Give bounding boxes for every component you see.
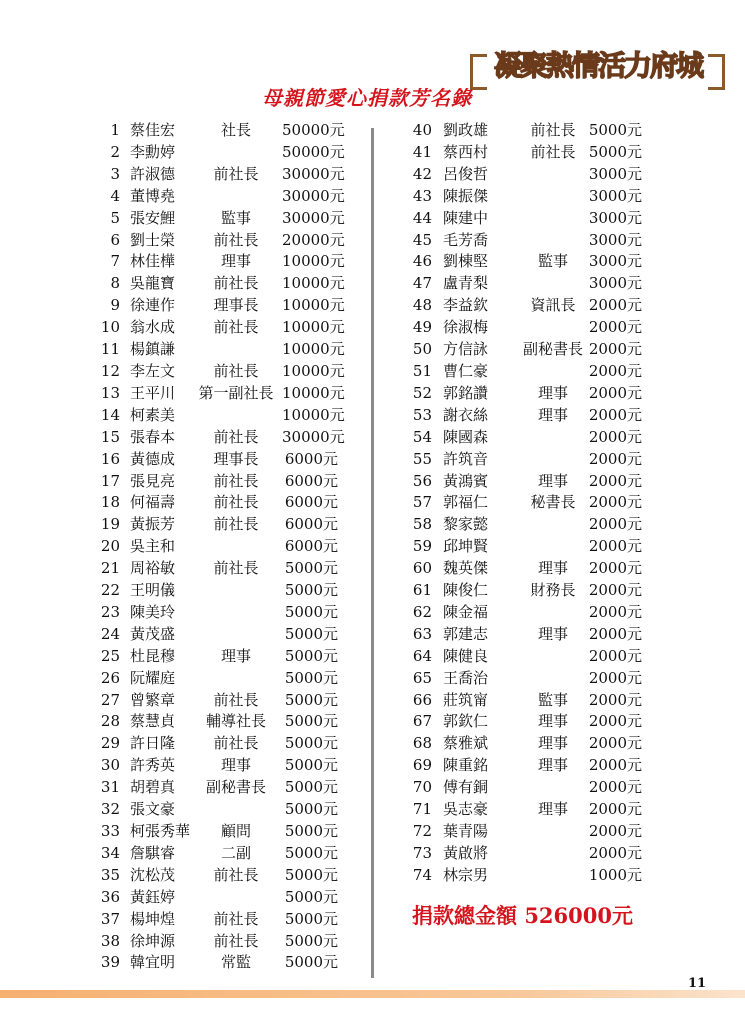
donor-number: 61 bbox=[412, 581, 432, 600]
donor-number: 47 bbox=[412, 274, 432, 293]
column-divider bbox=[371, 128, 374, 978]
donor-amount: 5000元 bbox=[284, 822, 338, 840]
donor-name: 黎家懿 bbox=[443, 515, 489, 534]
donor-amount: 1000元 bbox=[588, 865, 642, 884]
donor-title: 副秘書長 bbox=[205, 778, 266, 797]
donor-name: 楊坤煌 bbox=[130, 909, 176, 928]
donor-name: 韓宜明 bbox=[130, 953, 176, 972]
donor-name: 吳主和 bbox=[130, 537, 176, 556]
donor-amount: 3000元 bbox=[588, 274, 642, 293]
donor-name: 林佳樺 bbox=[130, 252, 176, 271]
donor-name: 蔡慧貞 bbox=[130, 712, 176, 731]
donor-amount: 2000元 bbox=[588, 690, 642, 709]
logo-right-bracket bbox=[708, 54, 725, 90]
donor-number: 54 bbox=[412, 427, 432, 446]
donor-number: 65 bbox=[412, 668, 432, 687]
donor-amount: 5000元 bbox=[284, 756, 338, 775]
donor-number: 8 bbox=[110, 274, 120, 293]
donor-title: 監事 bbox=[537, 690, 568, 709]
donor-amount: 2000元 bbox=[588, 427, 642, 446]
donor-number: 23 bbox=[100, 602, 120, 621]
donor-amount: 6000元 bbox=[284, 471, 338, 490]
donor-number: 40 bbox=[412, 121, 432, 139]
donor-amount: 5000元 bbox=[284, 909, 338, 928]
donor-name: 李左文 bbox=[130, 361, 176, 380]
donor-name: 吳志豪 bbox=[443, 800, 489, 819]
donor-number: 21 bbox=[100, 559, 120, 578]
donor-amount: 2000元 bbox=[588, 712, 642, 731]
donor-amount: 50000元 bbox=[282, 121, 345, 139]
donor-amount: 2000元 bbox=[588, 668, 642, 687]
donor-number: 68 bbox=[412, 734, 432, 753]
donor-number: 34 bbox=[100, 843, 120, 862]
donor-name: 沈松茂 bbox=[130, 865, 176, 884]
donor-name: 陳美玲 bbox=[130, 602, 176, 621]
donor-number: 29 bbox=[100, 734, 120, 753]
donor-name: 許日隆 bbox=[130, 734, 176, 753]
donor-name: 胡碧真 bbox=[130, 778, 176, 797]
donor-title: 前社長 bbox=[213, 427, 259, 446]
donor-name: 陳國森 bbox=[443, 427, 489, 446]
donor-number: 62 bbox=[412, 602, 432, 621]
donor-amount: 10000元 bbox=[282, 340, 345, 359]
donor-name: 曹仁豪 bbox=[443, 361, 489, 380]
donor-number: 18 bbox=[100, 493, 120, 512]
donor-number: 72 bbox=[412, 822, 432, 840]
donor-title: 常監 bbox=[220, 953, 251, 972]
donor-number: 33 bbox=[100, 822, 120, 840]
district-logo bbox=[470, 44, 725, 90]
donor-title: 理事 bbox=[537, 383, 568, 402]
donor-title: 第一副社長 bbox=[198, 383, 274, 402]
donor-title: 前社長 bbox=[213, 515, 259, 534]
donor-number: 1 bbox=[110, 121, 120, 139]
donor-number: 66 bbox=[412, 690, 432, 709]
donor-number: 15 bbox=[100, 427, 120, 446]
total-label: 捐款總金額 bbox=[412, 903, 517, 928]
donor-name: 翁水成 bbox=[130, 318, 176, 337]
donor-name: 魏英傑 bbox=[443, 559, 489, 578]
donor-amount: 5000元 bbox=[284, 602, 338, 621]
donor-amount: 2000元 bbox=[588, 383, 642, 402]
donor-amount: 5000元 bbox=[284, 624, 338, 643]
donor-title: 前社長 bbox=[213, 734, 259, 753]
donor-amount: 10000元 bbox=[282, 318, 345, 337]
donor-number: 39 bbox=[100, 953, 120, 972]
donor-title: 前社長 bbox=[213, 230, 259, 249]
donor-number: 58 bbox=[412, 515, 432, 534]
donor-title: 前社長 bbox=[213, 909, 259, 928]
donor-name: 曾繁章 bbox=[130, 690, 176, 709]
donor-number: 27 bbox=[100, 690, 120, 709]
donor-number: 50 bbox=[412, 340, 432, 359]
donor-amount: 2000元 bbox=[588, 646, 642, 665]
donor-amount: 2000元 bbox=[588, 581, 642, 600]
donor-number: 42 bbox=[412, 164, 432, 183]
donor-name: 阮耀庭 bbox=[130, 668, 176, 687]
donor-name: 郭福仁 bbox=[443, 493, 489, 512]
donor-title: 前社長 bbox=[530, 142, 576, 161]
donor-name: 陳建中 bbox=[443, 208, 489, 227]
donor-amount: 3000元 bbox=[588, 230, 642, 249]
donor-number: 57 bbox=[412, 493, 432, 512]
donor-name: 陳重銘 bbox=[443, 756, 489, 775]
donor-amount: 5000元 bbox=[284, 734, 338, 753]
donor-number: 28 bbox=[100, 712, 120, 731]
donor-number: 25 bbox=[100, 646, 120, 665]
donor-name: 盧青梨 bbox=[443, 274, 489, 293]
donor-number: 69 bbox=[412, 756, 432, 775]
donor-number: 38 bbox=[100, 931, 120, 950]
donor-number: 7 bbox=[110, 252, 120, 271]
donor-amount: 10000元 bbox=[282, 296, 345, 315]
donor-number: 22 bbox=[100, 581, 120, 600]
donor-number: 12 bbox=[100, 361, 120, 380]
donor-number: 49 bbox=[412, 318, 432, 337]
donor-title: 理事 bbox=[537, 559, 568, 578]
donor-number: 53 bbox=[412, 405, 432, 424]
donor-amount: 2000元 bbox=[588, 515, 642, 534]
donor-number: 48 bbox=[412, 296, 432, 315]
donor-amount: 2000元 bbox=[588, 559, 642, 578]
donor-amount: 2000元 bbox=[588, 318, 642, 337]
donor-amount: 30000元 bbox=[282, 427, 345, 446]
donor-title: 前社長 bbox=[213, 471, 259, 490]
donor-title: 二副 bbox=[220, 843, 251, 862]
donor-name: 蔡佳宏 bbox=[130, 121, 176, 139]
donor-name: 徐淑梅 bbox=[443, 318, 489, 337]
donor-amount: 10000元 bbox=[282, 252, 345, 271]
donor-number: 52 bbox=[412, 383, 432, 402]
donor-title: 理事 bbox=[537, 471, 568, 490]
donor-name: 張文豪 bbox=[130, 800, 176, 819]
donor-name: 王明儀 bbox=[130, 581, 176, 600]
donor-name: 郭建志 bbox=[443, 624, 489, 643]
donor-name: 謝衣絲 bbox=[443, 405, 489, 424]
donor-number: 17 bbox=[100, 471, 120, 490]
donor-name: 呂俊哲 bbox=[443, 164, 489, 183]
donor-number: 2 bbox=[110, 142, 120, 161]
logo-left-bracket bbox=[470, 54, 487, 90]
donor-title: 理事長 bbox=[213, 296, 259, 315]
page-number: 11 bbox=[688, 976, 707, 991]
donor-title: 前社長 bbox=[213, 318, 259, 337]
donor-amount: 2000元 bbox=[588, 449, 642, 468]
donor-amount: 3000元 bbox=[588, 208, 642, 227]
donor-name: 劉政雄 bbox=[443, 121, 489, 139]
page-title: 母親節愛心捐款芳名錄 bbox=[262, 86, 472, 110]
donor-number: 14 bbox=[100, 405, 120, 424]
donor-title: 理事 bbox=[220, 646, 251, 665]
donor-amount: 6000元 bbox=[284, 515, 338, 534]
donor-amount: 30000元 bbox=[282, 208, 345, 227]
donor-title: 財務長 bbox=[530, 581, 576, 600]
donor-amount: 2000元 bbox=[588, 822, 642, 840]
donor-number: 46 bbox=[412, 252, 432, 271]
donor-number: 30 bbox=[100, 756, 120, 775]
donor-name: 黃鈺婷 bbox=[130, 887, 176, 906]
donor-name: 許秀英 bbox=[130, 756, 176, 775]
donor-name: 林宗男 bbox=[443, 865, 489, 884]
donor-amount: 2000元 bbox=[588, 405, 642, 424]
donor-amount: 5000元 bbox=[284, 668, 338, 687]
donor-amount: 5000元 bbox=[284, 778, 338, 797]
donor-amount: 2000元 bbox=[588, 778, 642, 797]
donor-name: 陳振傑 bbox=[443, 186, 489, 205]
donor-amount: 6000元 bbox=[284, 493, 338, 512]
donor-title: 前社長 bbox=[213, 361, 259, 380]
donor-title: 社長 bbox=[220, 121, 251, 139]
donor-name: 黃啟將 bbox=[443, 843, 489, 862]
donor-amount: 6000元 bbox=[284, 537, 338, 556]
donor-name: 董博堯 bbox=[130, 186, 176, 205]
donor-number: 55 bbox=[412, 449, 432, 468]
donor-name: 吳龍寶 bbox=[130, 274, 176, 293]
donor-title: 監事 bbox=[220, 208, 251, 227]
donor-number: 4 bbox=[110, 186, 120, 205]
donor-number: 5 bbox=[110, 208, 120, 227]
donor-number: 44 bbox=[412, 208, 432, 227]
donor-title: 前社長 bbox=[213, 690, 259, 709]
donor-name: 張見亮 bbox=[130, 471, 176, 490]
donor-name: 許筑音 bbox=[443, 449, 489, 468]
donor-title: 前社長 bbox=[213, 274, 259, 293]
donation-total bbox=[412, 900, 633, 930]
donor-amount: 2000元 bbox=[588, 843, 642, 862]
donor-name: 邱坤賢 bbox=[443, 537, 489, 556]
donor-number: 20 bbox=[100, 537, 120, 556]
donor-name: 張春本 bbox=[130, 427, 176, 446]
donor-name: 張安鯉 bbox=[130, 208, 176, 227]
donor-amount: 10000元 bbox=[282, 405, 345, 424]
donor-name: 陳俊仁 bbox=[443, 581, 489, 600]
donor-amount: 5000元 bbox=[284, 843, 338, 862]
donor-name: 黃鴻賓 bbox=[443, 471, 489, 490]
donor-title: 前社長 bbox=[213, 559, 259, 578]
donor-amount: 2000元 bbox=[588, 800, 642, 819]
donor-name: 周裕敏 bbox=[130, 559, 176, 578]
donor-title: 前社長 bbox=[213, 931, 259, 950]
donor-amount: 50000元 bbox=[282, 142, 345, 161]
donor-amount: 5000元 bbox=[284, 931, 338, 950]
donor-name: 劉棟堅 bbox=[443, 252, 489, 271]
donor-number: 45 bbox=[412, 230, 432, 249]
donor-name: 毛芳喬 bbox=[443, 230, 489, 249]
donor-name: 王平川 bbox=[130, 383, 176, 402]
donor-amount: 20000元 bbox=[282, 230, 345, 249]
donor-name: 柯素美 bbox=[130, 405, 176, 424]
donor-name: 李勳婷 bbox=[130, 142, 176, 161]
donor-amount: 2000元 bbox=[588, 340, 642, 359]
donor-title: 顧問 bbox=[220, 822, 251, 840]
donor-name: 黃振芳 bbox=[130, 515, 176, 534]
donor-number: 60 bbox=[412, 559, 432, 578]
donor-amount: 2000元 bbox=[588, 537, 642, 556]
donor-title: 前社長 bbox=[213, 493, 259, 512]
donor-number: 24 bbox=[100, 624, 120, 643]
donor-number: 63 bbox=[412, 624, 432, 643]
donor-amount: 10000元 bbox=[282, 383, 345, 402]
donor-number: 31 bbox=[100, 778, 120, 797]
donor-number: 19 bbox=[100, 515, 120, 534]
donor-number: 10 bbox=[100, 318, 120, 337]
donor-name: 徐連作 bbox=[130, 296, 176, 315]
total-value: 526000元 bbox=[524, 903, 633, 928]
donor-title: 理事 bbox=[537, 800, 568, 819]
donor-amount: 5000元 bbox=[284, 865, 338, 884]
donor-title: 資訊長 bbox=[530, 296, 576, 315]
donor-name: 蔡雅斌 bbox=[443, 734, 489, 753]
donor-title: 前社長 bbox=[213, 865, 259, 884]
donor-number: 70 bbox=[412, 778, 432, 797]
donor-name: 詹騏睿 bbox=[130, 843, 176, 862]
donor-amount: 5000元 bbox=[284, 953, 338, 972]
footer-bar bbox=[0, 990, 745, 998]
donor-title: 前社長 bbox=[213, 164, 259, 183]
donor-number: 41 bbox=[412, 142, 432, 161]
donor-name: 郭銘讚 bbox=[443, 383, 489, 402]
donor-amount: 2000元 bbox=[588, 602, 642, 621]
donor-title: 理事 bbox=[220, 756, 251, 775]
donor-amount: 5000元 bbox=[588, 142, 642, 161]
donor-amount: 2000元 bbox=[588, 296, 642, 315]
donor-name: 李益欽 bbox=[443, 296, 489, 315]
donor-title: 副秘書長 bbox=[522, 340, 583, 359]
donor-name: 許淑德 bbox=[130, 164, 176, 183]
donor-name: 楊鎮謙 bbox=[130, 340, 176, 359]
donor-number: 35 bbox=[100, 865, 120, 884]
donor-name: 陳健良 bbox=[443, 646, 489, 665]
donor-number: 71 bbox=[412, 800, 432, 819]
donor-name: 傅有銅 bbox=[443, 778, 489, 797]
donor-title: 監事 bbox=[537, 252, 568, 271]
donor-amount: 30000元 bbox=[282, 164, 345, 183]
donor-name: 黃德成 bbox=[130, 449, 176, 468]
donor-amount: 2000元 bbox=[588, 756, 642, 775]
donor-number: 59 bbox=[412, 537, 432, 556]
donor-title: 輔導社長 bbox=[205, 712, 266, 731]
donor-number: 11 bbox=[100, 340, 120, 359]
donor-amount: 5000元 bbox=[284, 559, 338, 578]
donor-number: 9 bbox=[110, 296, 120, 315]
donor-title: 秘書長 bbox=[530, 493, 576, 512]
donor-amount: 3000元 bbox=[588, 186, 642, 205]
donor-name: 蔡西村 bbox=[443, 142, 489, 161]
donor-number: 51 bbox=[412, 361, 432, 380]
donor-title: 理事 bbox=[537, 734, 568, 753]
donor-number: 56 bbox=[412, 471, 432, 490]
donor-amount: 3000元 bbox=[588, 252, 642, 271]
donor-number: 37 bbox=[100, 909, 120, 928]
donor-number: 3 bbox=[110, 164, 120, 183]
donor-amount: 2000元 bbox=[588, 493, 642, 512]
donor-amount: 3000元 bbox=[588, 164, 642, 183]
donor-name: 莊筑甯 bbox=[443, 690, 489, 709]
donor-amount: 10000元 bbox=[282, 274, 345, 293]
donor-name: 何福壽 bbox=[130, 493, 176, 512]
donor-name: 杜昆穆 bbox=[130, 646, 176, 665]
donor-name: 陳金福 bbox=[443, 602, 489, 621]
donor-name: 柯張秀華 bbox=[130, 822, 191, 840]
logo-text: 凝聚熱情活力府城 bbox=[494, 49, 703, 82]
donor-number: 73 bbox=[412, 843, 432, 862]
donor-name: 郭欽仁 bbox=[443, 712, 489, 731]
donor-amount: 5000元 bbox=[284, 712, 338, 731]
donor-title: 理事 bbox=[537, 756, 568, 775]
donor-number: 32 bbox=[100, 800, 120, 819]
donor-title: 理事長 bbox=[213, 449, 259, 468]
donor-amount: 2000元 bbox=[588, 471, 642, 490]
donor-title: 理事 bbox=[537, 712, 568, 731]
donor-amount: 5000元 bbox=[284, 887, 338, 906]
donor-number: 64 bbox=[412, 646, 432, 665]
donor-number: 67 bbox=[412, 712, 432, 731]
donor-name: 劉士榮 bbox=[130, 230, 176, 249]
donor-name: 葉青陽 bbox=[443, 822, 489, 840]
donor-amount: 5000元 bbox=[284, 800, 338, 819]
donor-amount: 5000元 bbox=[284, 646, 338, 665]
donor-amount: 5000元 bbox=[588, 121, 642, 139]
donor-name: 王喬治 bbox=[443, 668, 489, 687]
donor-number: 43 bbox=[412, 186, 432, 205]
donor-number: 74 bbox=[412, 865, 432, 884]
donor-number: 36 bbox=[100, 887, 120, 906]
donor-title: 理事 bbox=[537, 624, 568, 643]
donor-title: 理事 bbox=[220, 252, 251, 271]
donor-title: 理事 bbox=[537, 405, 568, 424]
donor-amount: 2000元 bbox=[588, 624, 642, 643]
donor-title: 前社長 bbox=[530, 121, 576, 139]
donor-name: 黃茂盛 bbox=[130, 624, 176, 643]
donor-number: 6 bbox=[110, 230, 120, 249]
donor-number: 13 bbox=[100, 383, 120, 402]
donor-amount: 6000元 bbox=[284, 449, 338, 468]
donor-amount: 2000元 bbox=[588, 734, 642, 753]
donor-amount: 5000元 bbox=[284, 581, 338, 600]
donor-amount: 5000元 bbox=[284, 690, 338, 709]
donor-name: 方信詠 bbox=[443, 340, 489, 359]
donor-number: 26 bbox=[100, 668, 120, 687]
donor-amount: 30000元 bbox=[282, 186, 345, 205]
donor-number: 16 bbox=[100, 449, 120, 468]
donor-amount: 10000元 bbox=[282, 361, 345, 380]
donor-name: 徐坤源 bbox=[130, 931, 176, 950]
donor-amount: 2000元 bbox=[588, 361, 642, 380]
